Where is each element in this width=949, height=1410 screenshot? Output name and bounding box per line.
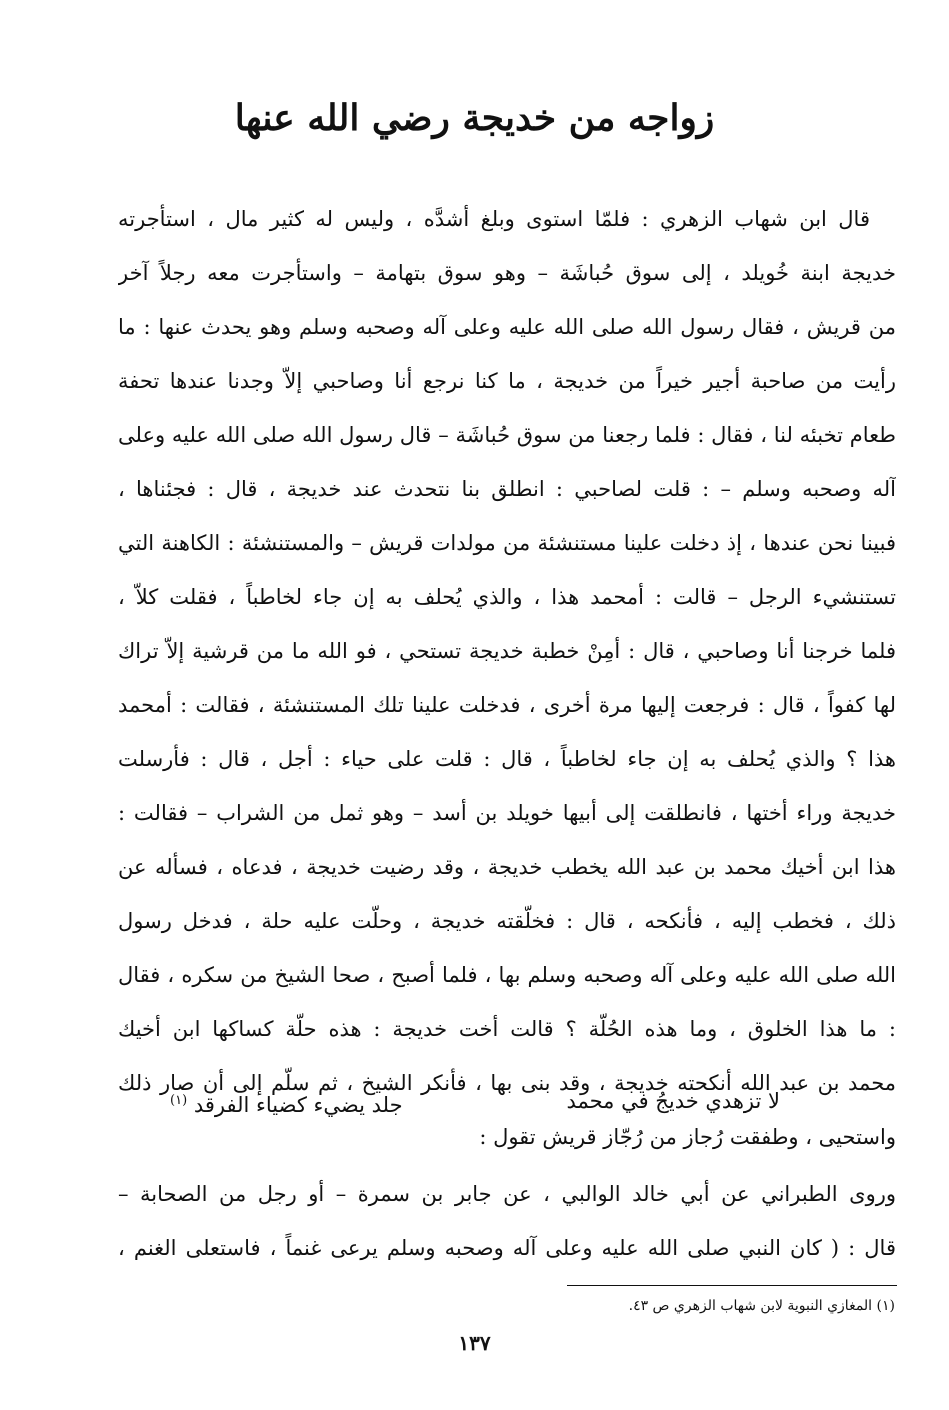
main-text-continued	[118, 1167, 896, 1275]
verse-second-hemistich	[170, 1074, 403, 1132]
text-line: الله صلى الله عليه وعلى آله وصحبه وسلم بها ، فلما أصبح ، صحا الشيخ من سكره ، فقال	[118, 963, 896, 987]
text-line: آله وصحبه وسلم – : قلت لصاحبي : انطلق بنا نتحدث عند خديجة ، قال : فجئناها ،	[118, 477, 896, 501]
text-line: رأيت من صاحبة أجير خيراً من خديجة ، ما كنا نرجع أنا وصاحبي إلاّ وجدنا عندها تحفة	[118, 369, 896, 393]
footnote: (١) المغازي النبوية لابن شهاب الزهري ص ٤٣.	[628, 1298, 895, 1314]
text-line: محمد بن عبد الله أنكحته خديجة ، وقد بنى بها ، فأنكر الشيخ ، ثم سلّم إلى أن صار ذلك	[118, 1071, 896, 1095]
page-title: زواجه من خديجة رضي الله عنها	[234, 97, 715, 139]
text-line: وروى الطبراني عن أبي خالد الوالبي ، عن جابر بن سمرة – أو رجل من الصحابة –	[118, 1182, 896, 1206]
text-line: فلما خرجنا أنا وصاحبي ، قال : أمِنْ خطبة خديجة تستحي ، فو الله ما من قرشية إلاّ تراك	[118, 639, 896, 663]
text-line: فبينا نحن عندها ، إذ دخلت علينا مستنشئة من مولدات قريش – والمستنشئة : الكاهنة التي	[118, 531, 896, 555]
text-line: ذلك ، فخطب إليه ، فأنكحه ، قال : فخلّقته خديجة ، وحلّت عليه حلة ، فدخل رسول	[118, 909, 896, 933]
text-line: لها كفواً ، قال : فرجعت إليها مرة أخرى ، فدخلت علينا تلك المستنشئة ، فقالت : أمحمد	[118, 693, 896, 717]
poetry-verse	[170, 1074, 780, 1128]
main-text	[118, 192, 896, 1164]
verse-second-text: جلد يضيء كضياء الفرقد	[193, 1093, 403, 1117]
text-line: قال : ( كان النبي صلى الله عليه وعلى آله وصحبه وسلم يرعى غنماً ، فاستعلى الغنم ،	[118, 1236, 896, 1260]
text-line: خديجة ابنة خُويلد ، إلى سوق حُباشَة – وهو سوق بتهامة – واستأجرت معه رجلاً آخر	[118, 261, 896, 285]
text-line: هذا ؟ والذي يُحلف به إن جاء لخاطباً ، قال : قلت على حياء : أجل ، قال : فأرسلت	[118, 747, 896, 771]
text-line: هذا ابن أخيك محمد بن عبد الله يخطب خديجة ، وقد رضيت خديجة ، فدعاه ، فسأله عن	[118, 855, 896, 879]
text-line: من قريش ، فقال رسول الله صلى الله عليه وعلى آله وصحبه وسلم وهو يحدث عنها : ما	[118, 315, 896, 339]
footnote-divider	[567, 1285, 897, 1286]
footnote-marker: (١)	[170, 1093, 188, 1108]
text-line: واستحيى ، وطفقت رُجاز من رُجّاز قريش تقول :	[479, 1125, 896, 1149]
page-number: ١٣٧	[458, 1331, 491, 1355]
text-line: طعام تخبئه لنا ، فقال : فلما رجعنا من سوق حُباشَة – قال رسول الله صلى الله عليه وعلى	[118, 423, 896, 447]
text-line: قال ابن شهاب الزهري : فلمّا استوى وبلغ أشدَّه ، وليس له كثير مال ، استأجرته	[118, 207, 870, 231]
text-line: : ما هذا الخلوق ، وما هذه الحُلّة ؟ قالت أخت خديجة : هذه حلّة كساكها ابن أخيك	[118, 1017, 896, 1041]
verse-first-hemistich: لا تزهدي خديجُ في محمد	[566, 1089, 780, 1113]
text-line: تستنشيء الرجل – قالت : أمحمد هذا ، والذي يُحلف به إن جاء لخاطباً ، فقلت كلاّ ،	[118, 585, 896, 609]
text-line: خديجة وراء أختها ، فانطلقت إلى أبيها خويلد بن أسد – وهو ثمل من الشراب – فقالت :	[118, 801, 896, 825]
